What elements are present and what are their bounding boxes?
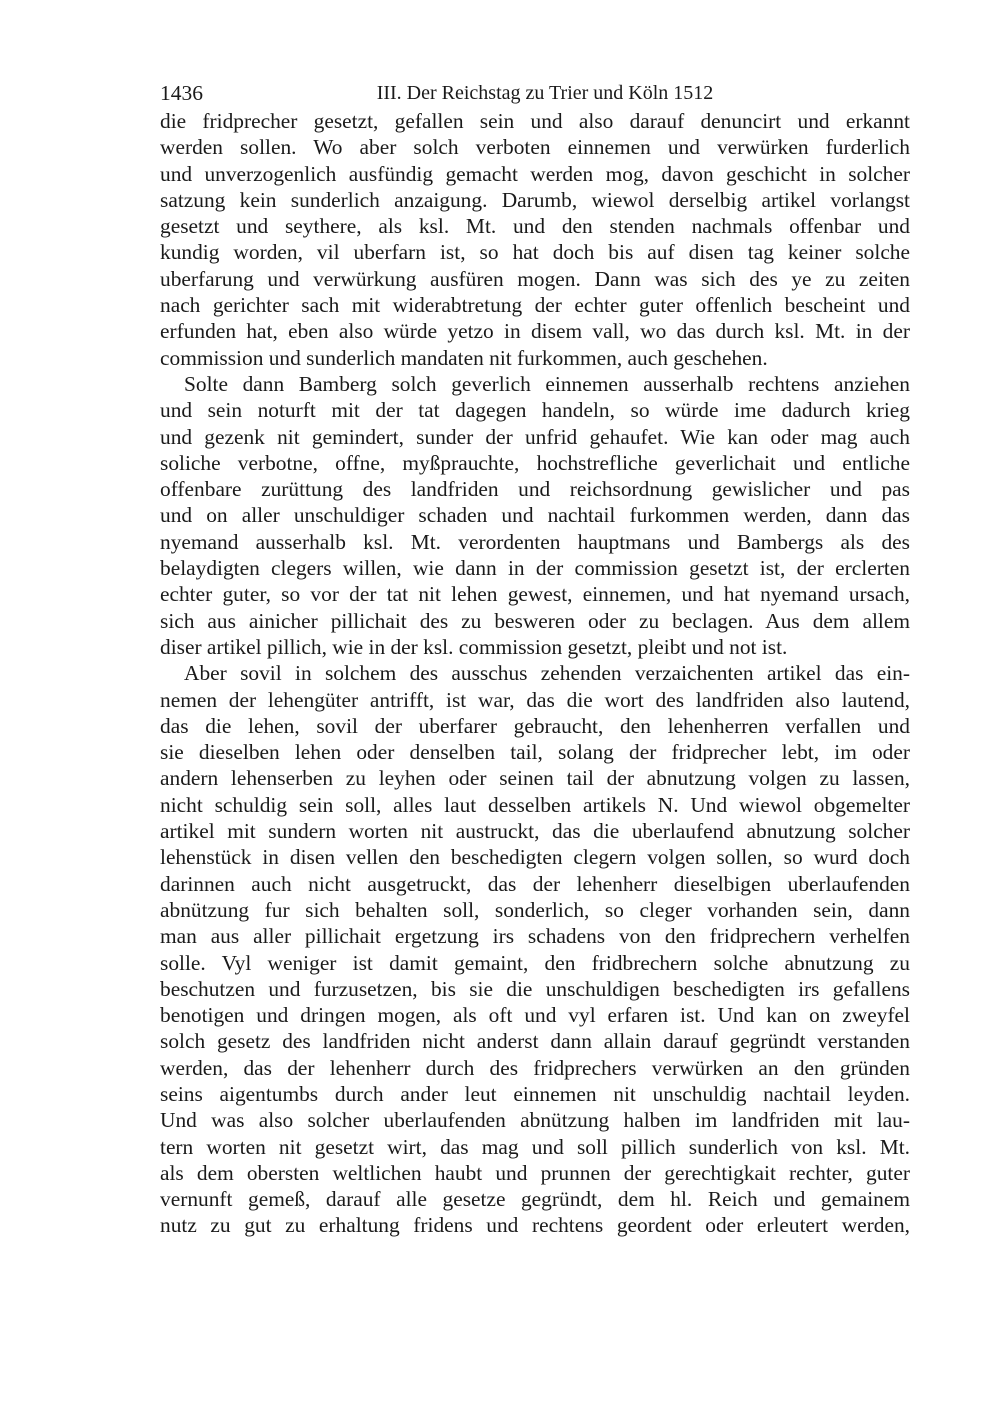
text-line: andern lehenserben zu leyhen oder seinen tail der abnutzung volgen zu lassen,	[160, 766, 910, 791]
running-head	[160, 78, 910, 108]
text-line: werden, das der lehenherr durch des fridprechers verwürken an den gründen	[160, 1055, 910, 1080]
text-line: seins aigentumbs durch ander leut einnemen nit unschuldig nachtail leyden.	[160, 1081, 910, 1106]
document-page	[160, 78, 910, 1239]
text-line: und sein noturft mit der tat dagegen handeln, so würde ime dadurch krieg	[160, 398, 910, 423]
text-line: satzung kein sunderlich anzaigung. Darumb, wiewol derselbig artikel vorlangst	[160, 187, 910, 212]
page-number: 1436	[160, 81, 203, 105]
text-line: gesetzt und seythere, als ksl. Mt. und den stenden nachmals offenbar und	[160, 214, 910, 239]
text-line: echter guter, so vor der tat nit lehen gewest, einnemen, und hat nyemand ursach,	[160, 582, 910, 607]
paragraph	[160, 660, 910, 1239]
paragraph	[160, 371, 910, 660]
text-line: artikel mit sundern worten nit austruckt, das die uberlaufend abnutzung solcher	[160, 819, 910, 844]
text-line: nach gerichter sach mit widerabtretung der echter guter offenlich bescheint und	[160, 293, 910, 318]
text-line: sich aus ainicher pillichait des zu besweren oder zu beclagen. Aus dem allem	[160, 608, 910, 633]
text-line: offenbare zurüttung des landfriden und reichsordnung gewislicher und pas	[160, 477, 910, 502]
text-line: die fridprecher gesetzt, gefallen sein und also darauf denuncirt und erkannt	[160, 109, 910, 133]
text-line: man aus aller pillichait ergetzung irs schadens von den fridprechern verhelfen	[160, 924, 910, 949]
text-line: abnützung fur sich behalten soll, sonderlich, so cleger vorhanden sein, dann	[160, 897, 910, 922]
text-line: Und was also solcher uberlaufenden abnützung halben im landfriden mit lau-	[160, 1108, 910, 1133]
running-title: III. Der Reichstag zu Trier und Köln 1512	[376, 82, 714, 104]
body-text	[160, 108, 910, 1239]
text-line: erfunden hat, eben also würde yetzo in disem vall, wo das durch ksl. Mt. in der	[160, 319, 910, 344]
text-line: und on aller unschuldiger schaden und nachtail furkommen werden, dann das	[160, 503, 910, 528]
text-line: werden sollen. Wo aber solch verboten einnemen und verwürken furderlich	[160, 135, 910, 160]
text-line: beschutzen und furzusetzen, bis sie die unschuldigen beschedigten irs gefallens	[160, 976, 910, 1001]
text-line: kundig worden, vil uberfarn ist, so hat doch bis auf disen tag keiner solche	[160, 240, 910, 265]
text-line: uberfarung und verwürkung ausfüren mogen. Dann was sich des ye zu zeiten	[160, 266, 910, 291]
text-line: Aber sovil in solchem des ausschus zehenden verzaichenten artikel das ein-	[184, 661, 910, 686]
text-line: tern worten nit gesetzt wirt, das mag und soll pillich sunderlich von ksl. Mt.	[160, 1134, 910, 1159]
text-line: nyemand ausserhalb ksl. Mt. verordenten hauptmans und Bambergs als des	[160, 529, 910, 554]
text-line: diser artikel pillich, wie in der ksl. commission gesetzt, pleibt und not ist.	[160, 634, 788, 659]
text-line: das die lehen, sovil der uberfarer gebraucht, den lehenherren verfallen und	[160, 713, 910, 738]
text-line: soliche verbotne, offne, myßprauchte, hochstrefliche geverlichait und entliche	[160, 450, 910, 475]
text-line: und gezenk nit gemindert, sunder der unfrid gehaufet. Wie kan oder mag auch	[160, 424, 910, 449]
text-line: nutz zu gut zu erhaltung fridens und rechtens geordent oder erleutert werden,	[160, 1213, 910, 1238]
text-line: nicht schuldig sein soll, alles laut desselben artikels N. Und wiewol obgemelter	[160, 792, 910, 817]
text-line: vernunft gemeß, darauf alle gesetze gegründt, dem hl. Reich und gemainem	[160, 1187, 910, 1212]
paragraph	[160, 108, 910, 371]
text-line: belaydigten clegers willen, wie dann in der commission gesetzt ist, der erclerten	[160, 556, 910, 581]
text-line: Solte dann Bamberg solch geverlich einnemen ausserhalb rechtens anziehen	[184, 371, 910, 396]
text-line: sie dieselben lehen oder denselben tail, solang der fridprecher lebt, im oder	[160, 740, 910, 765]
text-line: nemen der lehengüter antrifft, ist war, das die wort des landfriden also lautend,	[160, 687, 910, 712]
text-line: lehenstück in disen vellen den beschedigten clegern volgen sollen, so wurd doch	[160, 845, 910, 870]
text-line: als dem obersten weltlichen haubt und prunnen der gerechtigkait rechter, guter	[160, 1160, 910, 1185]
text-line: darinnen auch nicht ausgetruckt, das der lehenherr dieselbigen uberlaufenden	[160, 871, 910, 896]
text-line: und unverzogenlich ausfündig gemacht werden mog, davon geschicht in solcher	[160, 161, 910, 186]
text-line: benotigen und dringen mogen, als oft und vyl erfaren ist. Und kan on zweyfel	[160, 1003, 910, 1028]
text-line: solch gesetz des landfriden nicht anderst dann allain darauf gegründt verstanden	[160, 1029, 910, 1054]
text-line: commission und sunderlich mandaten nit furkommen, auch geschehen.	[160, 345, 768, 370]
text-line: solle. Vyl weniger ist damit gemaint, den fridbrechern solche abnutzung zu	[160, 950, 910, 975]
